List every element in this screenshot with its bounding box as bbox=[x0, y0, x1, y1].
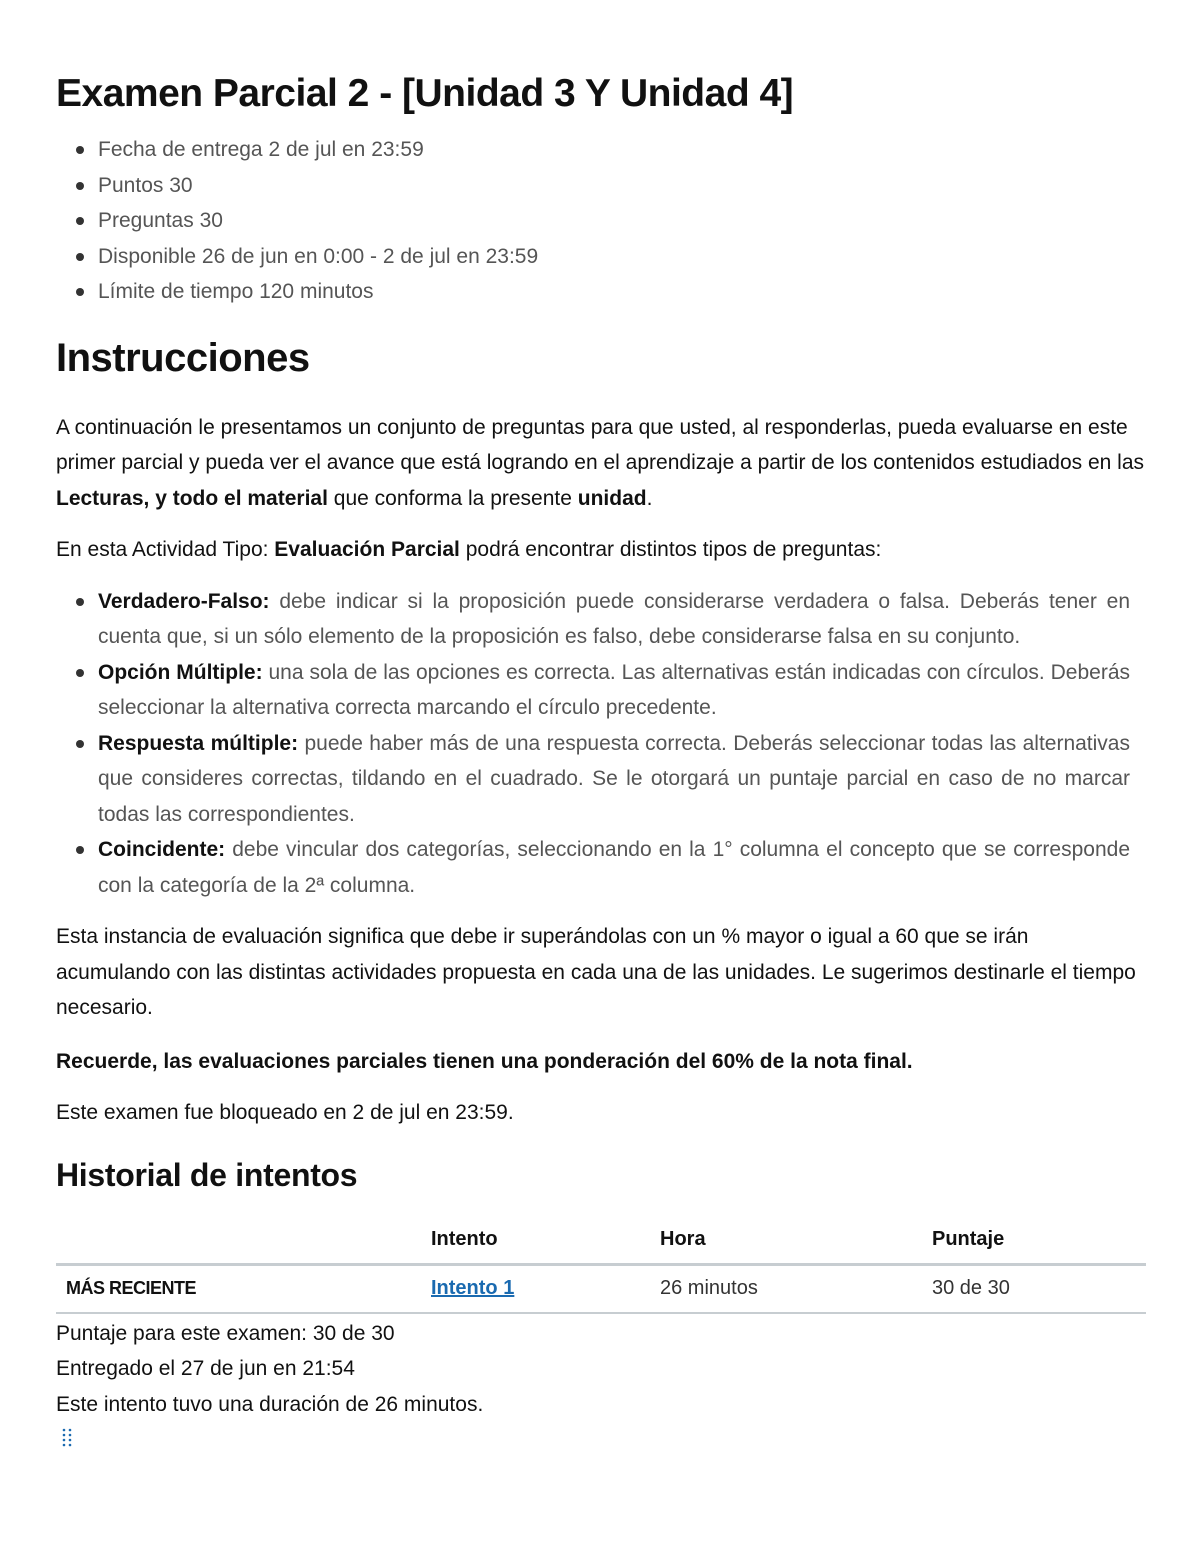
exam-details-list bbox=[56, 132, 1144, 310]
exam-score-line: Puntaje para este examen: 30 de 30 bbox=[56, 1321, 395, 1345]
instructions-paragraph-3: Esta instancia de evaluación significa que debe ir superándolas con un % mayor o igual a 60 que se irán acumulando con las distintas actividades propuesta en cada una de las unidades. Le sugerimos destinarle el tiempo necesario. bbox=[56, 925, 1136, 1019]
column-header-time: Hora bbox=[660, 1217, 932, 1265]
column-header-attempt: Intento bbox=[431, 1217, 660, 1265]
table-header-row bbox=[56, 1217, 1146, 1265]
attempt-summary bbox=[56, 1316, 1144, 1423]
attempt-link-cell bbox=[431, 1264, 660, 1313]
question-type-multiple-answer: Respuesta múltiple: puede haber más de una respuesta correcta. Deberás seleccionar todas las alternativas que consideres correctas, tildando en el cuadrado. Se le otorgará un puntaje parcial en caso de no marcar todas las correspondientes. bbox=[98, 726, 1130, 833]
column-header-score: Puntaje bbox=[932, 1217, 1146, 1265]
submitted-line: Entregado el 27 de jun en 21:54 bbox=[56, 1357, 355, 1380]
detail-time-limit: Límite de tiempo 120 minutos bbox=[98, 274, 1144, 310]
question-type-multiple-choice: Opción Múltiple: una sola de las opciones es correcta. Las alternativas están indicadas con círculos. Deberás seleccionar la alternativa correcta marcando el círculo precedente. bbox=[98, 655, 1130, 726]
page-title: Examen Parcial 2 - [Unidad 3 Y Unidad 4] bbox=[56, 72, 794, 115]
instructions-heading: Instrucciones bbox=[56, 335, 310, 380]
question-type-matching: Coincidente: debe vincular dos categorías, seleccionando en la 1° columna el concepto que se corresponde con la categoría de la 2ª columna. bbox=[98, 832, 1130, 903]
question-types-list bbox=[56, 584, 1144, 904]
locked-notice: Este examen fue bloqueado en 2 de jul en 23:59. bbox=[56, 1101, 514, 1124]
detail-available: Disponible 26 de jun en 0:00 - 2 de jul en 23:59 bbox=[98, 239, 1144, 275]
column-header-status bbox=[56, 1217, 431, 1265]
instructions-paragraph-2: En esta Actividad Tipo: Evaluación Parcial podrá encontrar distintos tipos de preguntas: bbox=[56, 538, 882, 561]
attempt-time-cell: 26 minutos bbox=[660, 1264, 932, 1313]
attempt-status-cell: MÁS RECIENTE bbox=[56, 1264, 431, 1313]
weighting-notice: Recuerde, las evaluaciones parciales tienen una ponderación del 60% de la nota final. bbox=[56, 1049, 913, 1073]
detail-questions: Preguntas 30 bbox=[98, 203, 1144, 239]
attempt-history-heading: Historial de intentos bbox=[56, 1156, 358, 1193]
drag-dots-icon[interactable] bbox=[62, 1428, 74, 1450]
table-row bbox=[56, 1264, 1146, 1313]
detail-points: Puntos 30 bbox=[98, 168, 1144, 204]
duration-line: Este intento tuvo una duración de 26 minutos. bbox=[56, 1392, 484, 1416]
question-type-true-false: Verdadero-Falso: debe indicar si la proposición puede considerarse verdadera o falsa. Deberás tener en cuenta que, si un sólo elemento de la proposición es falso, debe considerarse falsa en su conjunto. bbox=[98, 584, 1130, 655]
instructions-paragraph-1: A continuación le presentamos un conjunto de preguntas para que usted, al responderlas, pueda evaluarse en este primer parcial y pueda ver el avance que está logrando en el aprendizaje a partir de los contenidos estudiados en las Lecturas, y todo el material que conforma la presente unidad. bbox=[56, 415, 1145, 510]
attempt-1-link[interactable]: Intento 1 bbox=[431, 1277, 515, 1299]
attempt-history-table bbox=[56, 1217, 1146, 1314]
attempt-score-cell: 30 de 30 bbox=[932, 1264, 1146, 1313]
detail-due-date: Fecha de entrega 2 de jul en 23:59 bbox=[98, 132, 1144, 168]
